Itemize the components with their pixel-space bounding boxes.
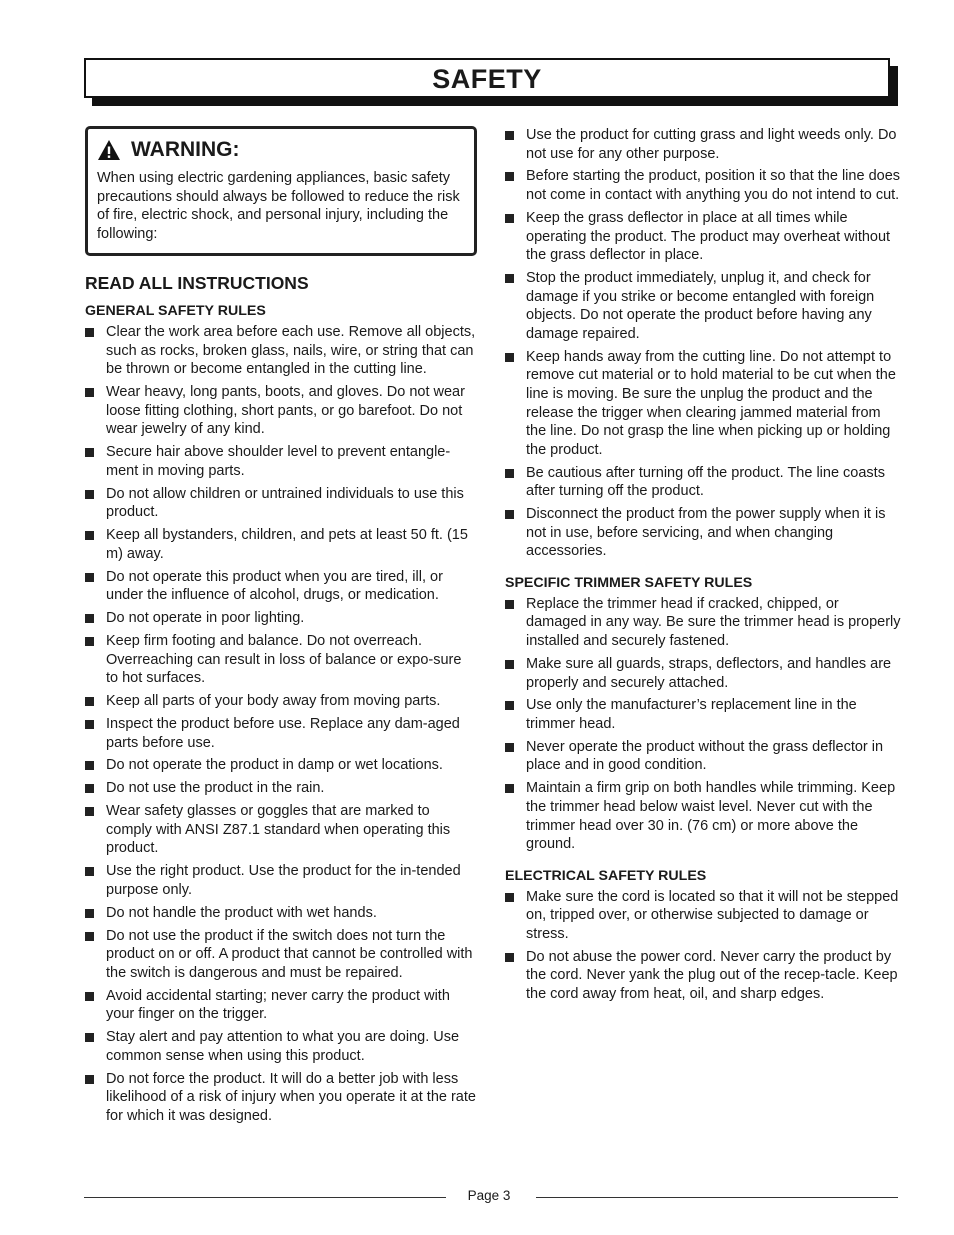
- list-item: [505, 464, 902, 501]
- list-item-text: Be cautious after turning off the product. The line coasts after turning off the product.: [526, 464, 885, 500]
- list-item-text: Keep hands away from the cutting line. Do not attempt to remove cut material or to hold material to be cut when the line is moving. Be sure the unplug the product and the release the trigger when clearing jammed material from the line. Do not grasp the line when picking up or holding the product.: [526, 348, 896, 458]
- list-item-text: Do not operate the product in damp or wet locations.: [106, 757, 443, 774]
- list-item: [85, 632, 477, 688]
- list-item-text: Stop the product immediately, unplug it, and check for damage if you strike or become entangled with foreign objects. Do not operate the product before having any damage repaired.: [526, 270, 875, 342]
- square-bullet-icon: [85, 328, 94, 337]
- square-bullet-icon: [505, 214, 514, 223]
- general-rules-list: [85, 323, 477, 1126]
- square-bullet-icon: [85, 448, 94, 457]
- list-item-text: Do not abuse the power cord. Never carry the product by the cord. Never yank the plug out of the recep-tacle. Keep the cord away from heat, oil, and sharp edges.: [526, 948, 898, 1003]
- square-bullet-icon: [505, 274, 514, 283]
- list-item-text: Do not handle the product with wet hands.: [106, 904, 377, 921]
- list-item: [85, 609, 477, 628]
- list-item: [85, 756, 477, 775]
- list-item: [505, 126, 902, 163]
- square-bullet-icon: [85, 867, 94, 876]
- list-item-text: Do not operate in poor lighting.: [106, 610, 305, 627]
- list-item-text: Never operate the product without the grass deflector in place and in good condition.: [526, 738, 884, 774]
- square-bullet-icon: [85, 637, 94, 646]
- square-bullet-icon: [85, 720, 94, 729]
- list-item-text: Wear heavy, long pants, boots, and gloves. Do not wear loose fitting clothing, short pants, or go barefoot. Do not wear jewelry of any kind.: [106, 384, 465, 438]
- list-item-text: Use the right product. Use the product for the in-tended purpose only.: [106, 863, 461, 898]
- square-bullet-icon: [85, 1075, 94, 1084]
- list-item-text: Use the product for cutting grass and light weeds only. Do not use for any other purpose.: [526, 127, 897, 162]
- list-item-text: Use only the manufacturer’s replacement line in the trimmer head.: [526, 697, 857, 732]
- list-item: [505, 948, 902, 1004]
- square-bullet-icon: [505, 743, 514, 752]
- square-bullet-icon: [85, 490, 94, 499]
- list-item-text: Make sure all guards, straps, deflectors, and handles are properly and securely attached.: [526, 655, 892, 691]
- list-item-text: Keep all parts of your body away from moving parts.: [106, 693, 441, 710]
- list-item-text: Maintain a firm grip on both handles while trimming. Keep the trimmer head below waist level. Never cut with the trimmer head over 30 in. (76 cm) or more above the ground.: [526, 780, 896, 853]
- list-item: [85, 779, 477, 798]
- list-item: [505, 738, 902, 775]
- list-item-text: Wear safety glasses or goggles that are marked to comply with ANSI Z87.1 standard when operating this product.: [106, 803, 451, 857]
- list-item: [505, 655, 902, 692]
- square-bullet-icon: [85, 761, 94, 770]
- list-item-text: Keep all bystanders, children, and pets at least 50 ft. (15 m) away.: [106, 527, 468, 562]
- square-bullet-icon: [505, 510, 514, 519]
- list-item: [505, 696, 902, 733]
- list-item-text: Keep firm footing and balance. Do not overreach. Overreaching can result in loss of balance or expo-sure to hot surfaces.: [106, 632, 462, 687]
- square-bullet-icon: [85, 531, 94, 540]
- list-item: [85, 927, 477, 983]
- square-bullet-icon: [505, 353, 514, 362]
- list-item: [85, 904, 477, 923]
- square-bullet-icon: [505, 953, 514, 962]
- list-item: [505, 888, 902, 944]
- square-bullet-icon: [505, 172, 514, 181]
- list-item: [85, 987, 477, 1024]
- list-item-text: Keep the grass deflector in place at all times while operating the product. The product may overheat without the grass deflector in place.: [526, 209, 891, 264]
- square-bullet-icon: [85, 1033, 94, 1042]
- list-item-text: Do not operate this product when you are tired, ill, or under the influence of alcohol, drugs, or medication.: [106, 568, 443, 604]
- square-bullet-icon: [505, 131, 514, 140]
- list-item: [505, 505, 902, 561]
- square-bullet-icon: [85, 573, 94, 582]
- page-title: SAFETY: [432, 64, 542, 94]
- square-bullet-icon: [505, 701, 514, 710]
- list-item: [505, 348, 902, 460]
- list-item: [85, 1028, 477, 1065]
- left-column: [85, 126, 477, 1130]
- list-item-text: Avoid accidental starting; never carry the product with your finger on the trigger.: [106, 987, 450, 1023]
- square-bullet-icon: [505, 784, 514, 793]
- list-item-text: Do not use the product if the switch does not turn the product on or off. A product that cannot be controlled with the switch is dangerous and must be repaired.: [106, 927, 473, 981]
- electrical-rules-heading: ELECTRICAL SAFETY RULES: [505, 867, 707, 884]
- page-number: Page 3: [467, 1188, 511, 1203]
- list-item-text: Before starting the product, position it so that the line does not come in contact with anything you do not intend to cut.: [526, 168, 901, 204]
- warning-heading: WARNING:: [131, 138, 240, 161]
- list-item: [505, 595, 902, 651]
- footer-rule-right: [536, 1197, 898, 1198]
- list-item-text: Stay alert and pay attention to what you are doing. Use common sense when using this product.: [106, 1029, 460, 1064]
- list-item: [85, 715, 477, 752]
- read-all-heading: READ ALL INSTRUCTIONS: [85, 273, 309, 293]
- square-bullet-icon: [85, 614, 94, 623]
- list-item: [85, 526, 477, 563]
- list-item: [505, 779, 902, 853]
- warning-text: When using electric gardening appliances, basic safety precautions should always be followed to reduce the risk of fire, electric shock, and personal injury, including the following:: [97, 170, 460, 242]
- list-item-text: Replace the trimmer head if cracked, chipped, or damaged in any way. Be sure the trimmer head is properly installed and securely fastened.: [526, 595, 901, 650]
- general-rules-continued-list: [505, 126, 902, 561]
- list-item: [505, 209, 902, 265]
- square-bullet-icon: [85, 909, 94, 918]
- list-item: [85, 862, 477, 899]
- square-bullet-icon: [85, 807, 94, 816]
- trimmer-rules-heading: SPECIFIC TRIMMER SAFETY RULES: [505, 574, 753, 591]
- square-bullet-icon: [85, 992, 94, 1001]
- list-item: [85, 443, 477, 480]
- warning-header: [97, 138, 465, 162]
- square-bullet-icon: [505, 600, 514, 609]
- square-bullet-icon: [505, 893, 514, 902]
- list-item-text: Disconnect the product from the power supply when it is not in use, before servicing, and when changing accessories.: [526, 506, 886, 560]
- list-item: [505, 167, 902, 204]
- list-item: [85, 802, 477, 858]
- list-item: [505, 269, 902, 343]
- list-item: [85, 1070, 477, 1126]
- trimmer-rules-list: [505, 595, 902, 854]
- list-item-text: Make sure the cord is located so that it will not be stepped on, tripped over, or otherwise subjected to damage or stress.: [526, 888, 899, 942]
- list-item-text: Clear the work area before each use. Remove all objects, such as rocks, broken glass, nails, wire, or string that can be thrown or become entangled in the cutting line.: [106, 324, 476, 378]
- square-bullet-icon: [85, 388, 94, 397]
- general-rules-heading: GENERAL SAFETY RULES: [85, 303, 266, 319]
- list-item: [85, 323, 477, 379]
- square-bullet-icon: [505, 660, 514, 669]
- list-item: [85, 692, 477, 711]
- list-item-text: Inspect the product before use. Replace any dam-aged parts before use.: [106, 715, 460, 751]
- footer-rule-left: [84, 1197, 446, 1198]
- list-item: [85, 383, 477, 439]
- electrical-rules-list: [505, 888, 902, 1004]
- title-box: [84, 58, 890, 98]
- title-banner: [84, 58, 898, 106]
- list-item-text: Secure hair above shoulder level to prevent entangle-ment in moving parts.: [106, 444, 451, 479]
- right-column: [505, 126, 902, 1008]
- warning-box: [85, 126, 477, 256]
- square-bullet-icon: [85, 784, 94, 793]
- list-item: [85, 568, 477, 605]
- list-item-text: Do not allow children or untrained individuals to use this product.: [106, 485, 464, 521]
- square-bullet-icon: [505, 469, 514, 478]
- warning-triangle-icon: [97, 139, 121, 161]
- list-item: [85, 485, 477, 522]
- list-item-text: Do not use the product in the rain.: [106, 780, 325, 797]
- square-bullet-icon: [85, 932, 94, 941]
- list-item-text: Do not force the product. It will do a better job with less likelihood of a risk of injury when you operate it at the rate for which it was designed.: [106, 1070, 476, 1124]
- square-bullet-icon: [85, 697, 94, 706]
